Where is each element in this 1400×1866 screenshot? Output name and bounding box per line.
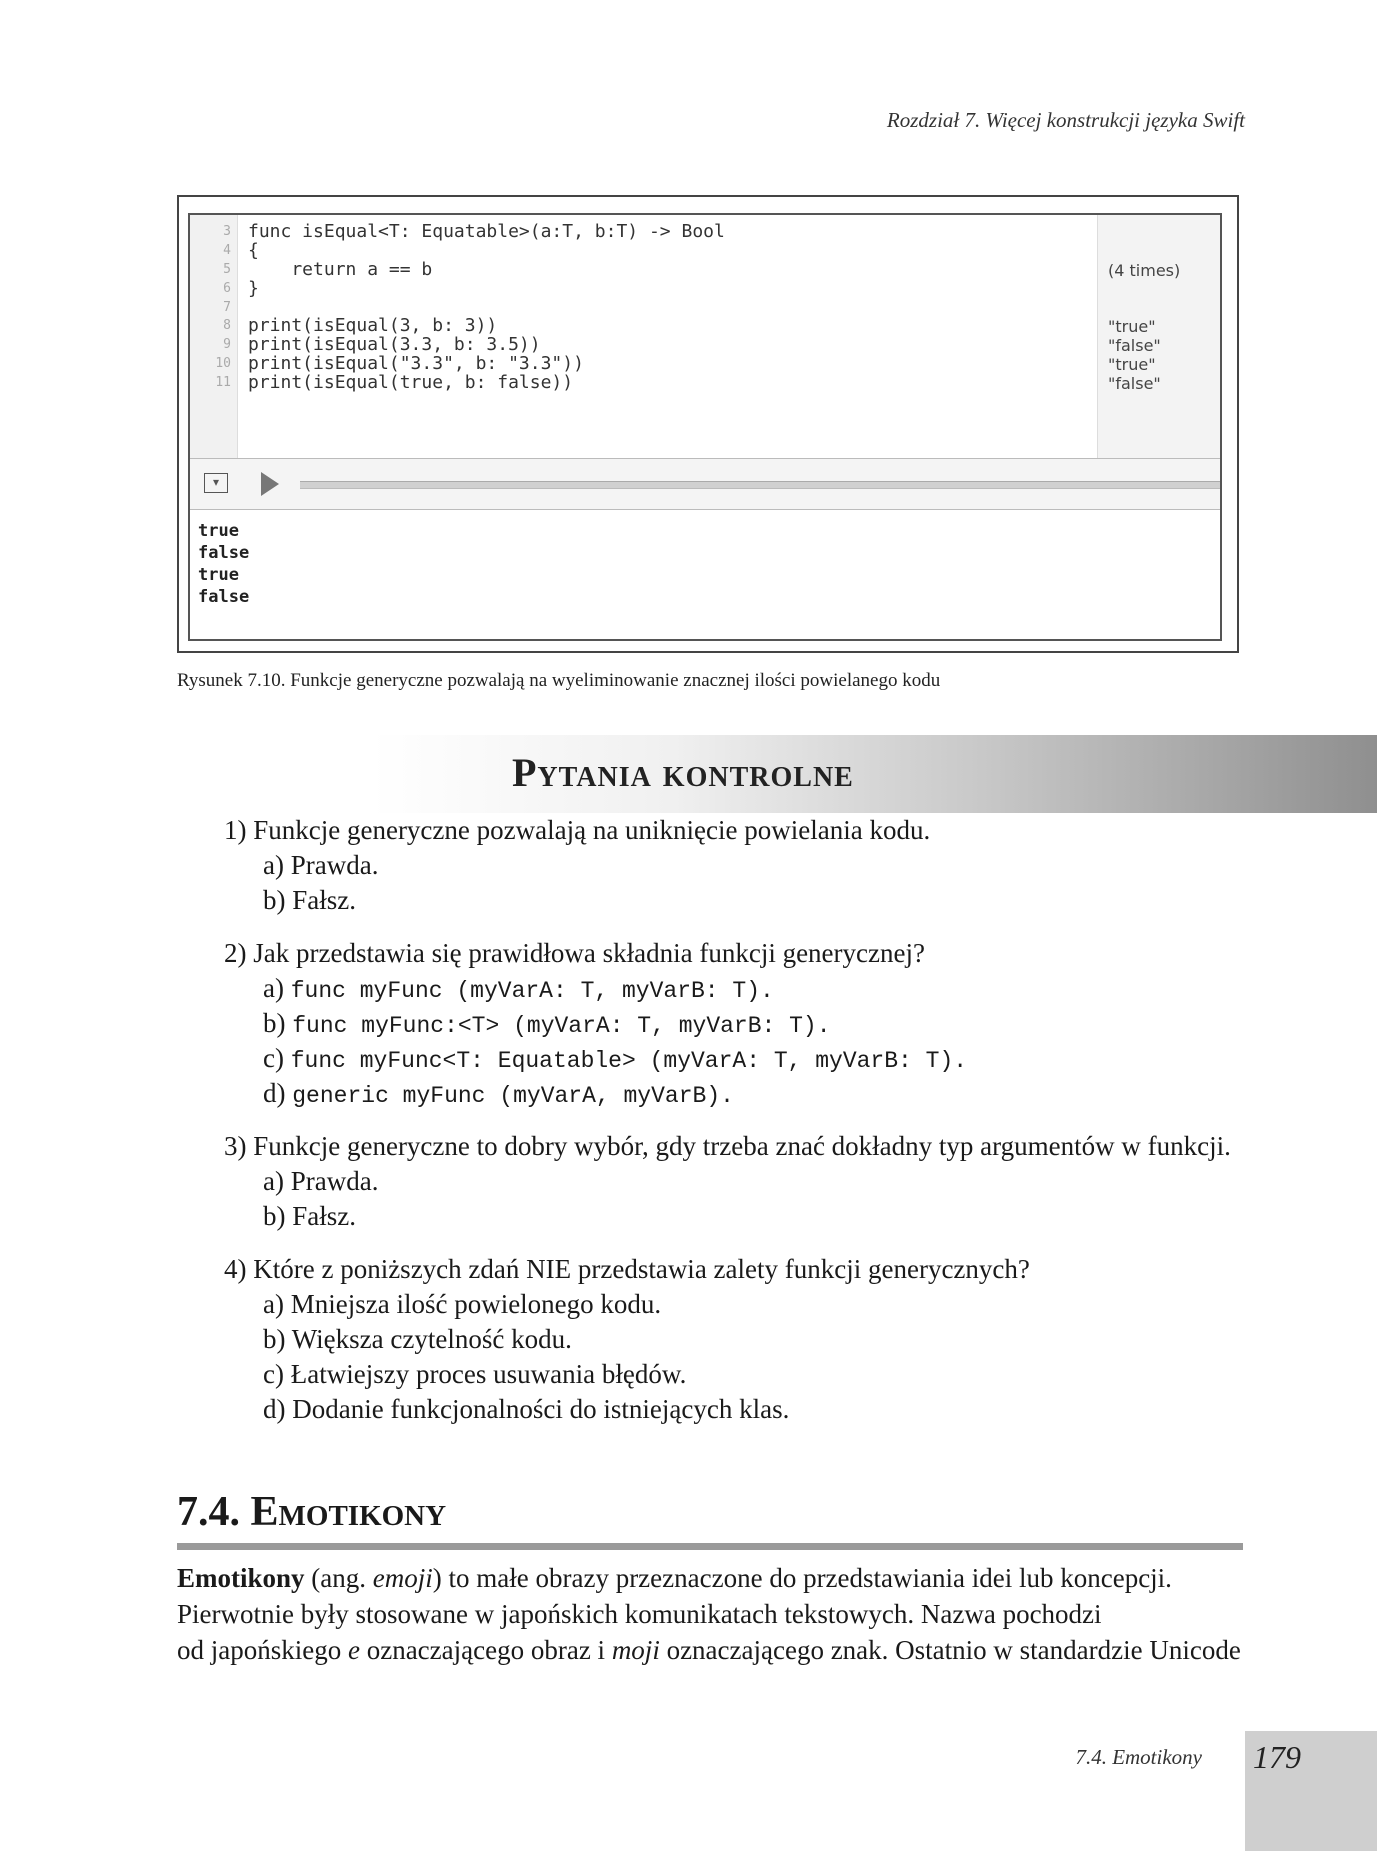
console-line: true [198, 521, 239, 541]
quiz-option [263, 1394, 789, 1425]
console-output [190, 511, 1220, 639]
para-text: (ang. [304, 1563, 373, 1593]
line-number: 7 [223, 300, 231, 315]
quiz-question: 2) Jak przedstawia się prawidłowa składnia funkcji generycznej? [224, 938, 925, 968]
console-line: true [198, 565, 239, 585]
page-number: 179 [1253, 1739, 1301, 1775]
body-paragraph [177, 1560, 1247, 1668]
quiz-option [263, 1359, 686, 1390]
console-line: false [198, 543, 250, 563]
hide-debug-area-icon[interactable]: ▾ [204, 473, 228, 493]
results-sidebar [1097, 215, 1220, 458]
figure-caption: Rysunek 7.10. Funkcje generyczne pozwalają na wyeliminowanie znacznej ilości powielanego kodu [177, 670, 941, 691]
code-editor[interactable] [190, 215, 1220, 459]
result-value: "false" [1108, 374, 1161, 393]
option-label: d) [263, 1078, 293, 1108]
option-label: d) [263, 1394, 293, 1424]
option-label: c) [263, 1043, 291, 1073]
code-line: { [248, 240, 259, 261]
code-line: print(isEqual(3.3, b: 3.5)) [248, 334, 541, 355]
result-value: (4 times) [1108, 261, 1181, 280]
section-rule [177, 1543, 1243, 1550]
option-text: Fałsz. [292, 1201, 356, 1231]
para-text: ) to małe obrazy przeznaczone do przedstawiania idei lub koncepcji. [432, 1563, 1172, 1593]
quiz-option [263, 1289, 661, 1320]
line-number: 10 [215, 356, 231, 371]
code-figure [177, 195, 1239, 653]
quiz-option [263, 1324, 572, 1355]
option-label: b) [263, 1324, 292, 1354]
quiz-option [263, 1078, 734, 1109]
console-line: false [198, 587, 250, 607]
option-text: func myFunc:<T> (myVarA: T, myVarB: T). [292, 1013, 831, 1039]
quiz-title: Pytania kontrolne [512, 750, 854, 795]
line-number: 6 [223, 281, 231, 296]
result-value: "true" [1108, 355, 1156, 374]
line-number: 8 [223, 318, 231, 333]
code-line: func isEqual<T: Equatable>(a:T, b:T) -> Bool [248, 221, 725, 242]
quiz-banner [372, 735, 1377, 813]
line-number: 4 [223, 243, 231, 258]
option-text: Prawda. [290, 850, 379, 880]
option-label: a) [263, 850, 291, 880]
para-emphasis: e [347, 1635, 360, 1665]
quiz-option [263, 1008, 831, 1039]
option-text: Fałsz. [292, 885, 356, 915]
line-number: 9 [223, 337, 231, 352]
progress-bar [300, 481, 1220, 489]
line-number: 5 [223, 262, 231, 277]
code-line: print(isEqual(3, b: 3)) [248, 315, 498, 336]
option-label: c) [263, 1359, 291, 1389]
code-line: print(isEqual("3.3", b: "3.3")) [248, 353, 584, 374]
option-label: b) [263, 1201, 293, 1231]
para-text: oznaczającego znak. Ostatnio w standardzie Unicode [659, 1635, 1241, 1665]
option-text: Łatwiejszy proces usuwania błędów. [290, 1359, 687, 1389]
para-line: Pierwotnie były stosowane w japońskich komunikatach tekstowych. Nazwa pochodzi [177, 1599, 1102, 1629]
option-text: Prawda. [290, 1166, 379, 1196]
para-emphasis: moji [611, 1635, 660, 1665]
code-line: return a == b [248, 259, 433, 280]
result-value: "false" [1108, 336, 1161, 355]
option-text: Dodanie funkcjonalności do istniejących klas. [292, 1394, 790, 1424]
quiz-question: 4) Które z poniższych zdań NIE przedstawia zalety funkcji generycznych? [224, 1254, 1030, 1284]
para-text: oznaczającego obraz i [359, 1635, 612, 1665]
code-line: } [248, 278, 259, 299]
option-label: a) [263, 1166, 291, 1196]
para-text: od japońskiego [177, 1635, 348, 1665]
footer-section-label: 7.4. Emotikony [1075, 1745, 1202, 1769]
option-label: a) [263, 1289, 291, 1319]
term-emotikony: Emotikony [177, 1563, 305, 1593]
quiz-option [263, 1166, 378, 1197]
option-text: generic myFunc (myVarA, myVarB). [292, 1083, 734, 1109]
result-value: "true" [1108, 317, 1156, 336]
option-label: b) [263, 1008, 293, 1038]
quiz-option [263, 1043, 967, 1074]
para-emphasis: emoji [372, 1563, 433, 1593]
line-number: 11 [215, 375, 231, 390]
option-label: b) [263, 885, 293, 915]
quiz-question: 1) Funkcje generyczne pozwalają na uniknięcie powielania kodu. [224, 815, 931, 845]
option-text: Mniejsza ilość powielonego kodu. [290, 1289, 662, 1319]
line-number-gutter [190, 215, 238, 458]
code-line: print(isEqual(true, b: false)) [248, 372, 574, 393]
debug-toolbar [190, 459, 1220, 510]
option-text: func myFunc<T: Equatable> (myVarA: T, myVarB: T). [290, 1048, 968, 1074]
section-heading: 7.4. Emotikony [177, 1489, 447, 1535]
page-number-box [1245, 1731, 1377, 1851]
playground-window [188, 213, 1222, 641]
quiz-question: 3) Funkcje generyczne to dobry wybór, gdy trzeba znać dokładny typ argumentów w funkcji. [224, 1131, 1231, 1161]
run-icon[interactable] [261, 472, 279, 496]
option-label: a) [263, 973, 291, 1003]
quiz-option [263, 850, 378, 881]
option-text: Większa czytelność kodu. [291, 1324, 572, 1354]
line-number: 3 [223, 224, 231, 239]
quiz-option [263, 1201, 356, 1232]
option-text: func myFunc (myVarA: T, myVarB: T). [290, 978, 774, 1004]
quiz-option [263, 885, 356, 916]
quiz-option [263, 973, 774, 1004]
running-header: Rozdział 7. Więcej konstrukcji języka Swift [886, 108, 1245, 132]
